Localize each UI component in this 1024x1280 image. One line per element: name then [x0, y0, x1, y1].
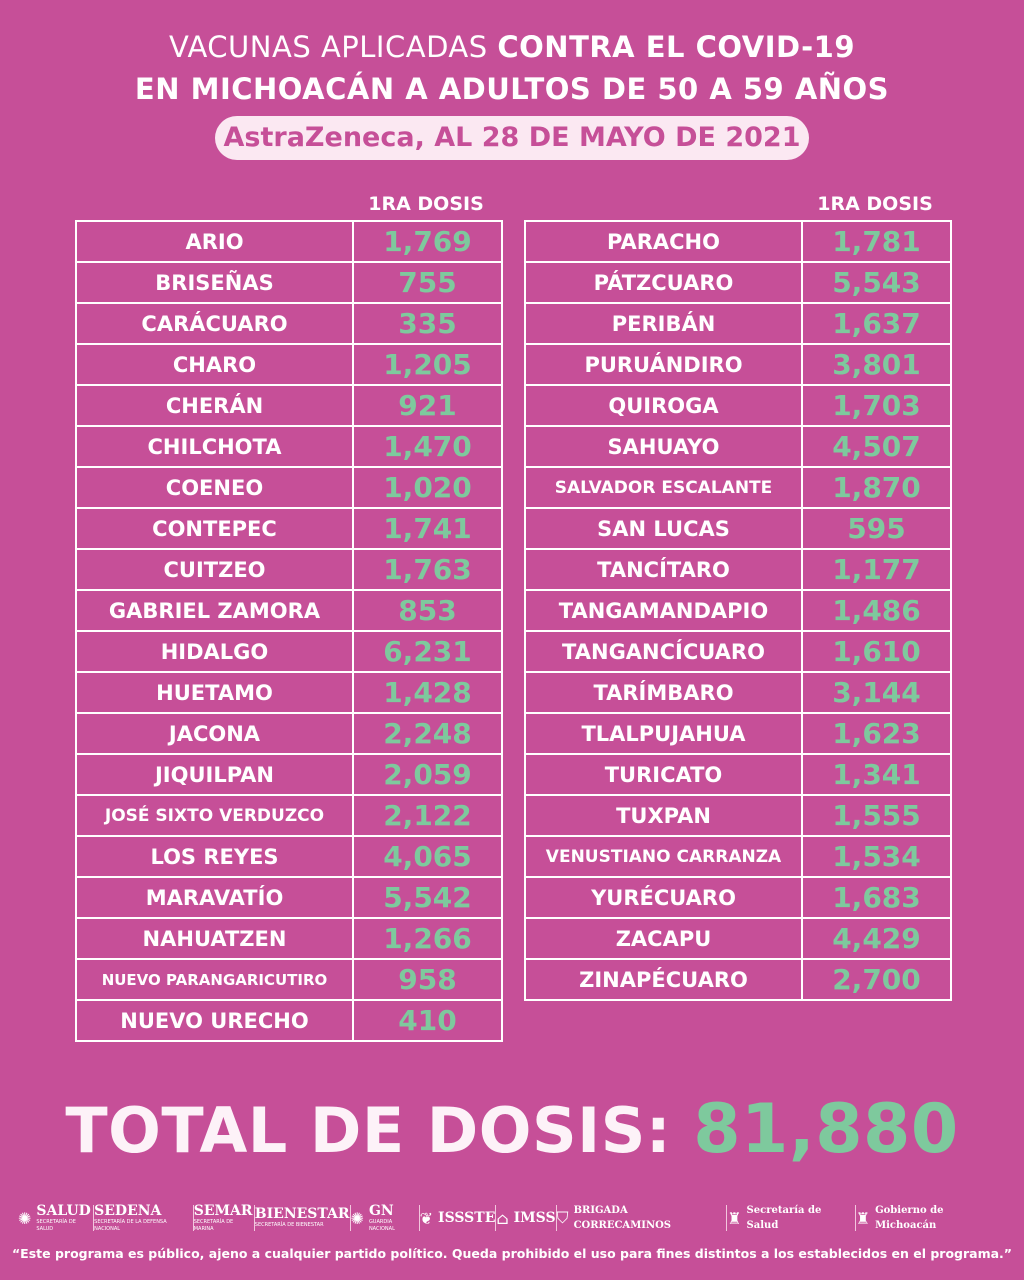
dose-count: 2,700 — [802, 959, 951, 1000]
title-line-1-bold: CONTRA EL COVID-19 — [497, 30, 855, 64]
dose-count: 5,542 — [353, 877, 502, 918]
municipality-name: CHILCHOTA — [76, 426, 353, 467]
logo-8 — [727, 1203, 855, 1233]
municipality-name: TURICATO — [525, 754, 802, 795]
dose-count: 3,144 — [802, 672, 951, 713]
dose-count: 1,177 — [802, 549, 951, 590]
table-row — [76, 385, 502, 426]
logo-text: BIENESTAR — [254, 1206, 350, 1222]
logo-1 — [94, 1204, 193, 1233]
table-row — [76, 467, 502, 508]
dose-count: 1,623 — [802, 713, 951, 754]
table-row — [76, 836, 502, 877]
municipality-name: ARIO — [76, 221, 353, 262]
municipality-name: HUETAMO — [76, 672, 353, 713]
logo-4 — [351, 1204, 419, 1233]
municipality-name: BRISEÑAS — [76, 262, 353, 303]
table-row — [525, 877, 951, 918]
municipality-name: HIDALGO — [76, 631, 353, 672]
disclaimer-text: “Este programa es público, ajeno a cualquier partido político. Queda prohibido el uso para fines distintos a los establecidos en el programa.” — [11, 1246, 1013, 1261]
left-column-header: 1RA DOSIS — [368, 193, 484, 215]
municipality-name: MARAVATÍO — [76, 877, 353, 918]
dose-count: 853 — [353, 590, 502, 631]
municipality-name: NUEVO PARANGARICUTIRO — [76, 959, 353, 1000]
table-row — [76, 262, 502, 303]
dose-count: 1,763 — [353, 549, 502, 590]
table-row — [525, 426, 951, 467]
municipality-name: TANGAMANDAPIO — [525, 590, 802, 631]
table-row — [76, 795, 502, 836]
table-row — [525, 795, 951, 836]
table-row — [76, 713, 502, 754]
table-row — [76, 508, 502, 549]
eagle-seal-icon: ✺ — [18, 1208, 32, 1228]
right-municipality-table — [524, 220, 952, 1001]
table-row — [76, 344, 502, 385]
municipality-name: SAN LUCAS — [525, 508, 802, 549]
dose-count: 1,486 — [802, 590, 951, 631]
municipality-name: JIQUILPAN — [76, 754, 353, 795]
municipality-name: VENUSTIANO CARRANZA — [525, 836, 802, 877]
table-row — [76, 303, 502, 344]
municipality-name: GABRIEL ZAMORA — [76, 590, 353, 631]
title-line-2: EN MICHOACÁN A ADULTOS DE 50 A 59 AÑOS — [134, 72, 890, 106]
table-row — [525, 303, 951, 344]
logo-text: SEMAR — [193, 1202, 253, 1219]
table-row — [76, 1000, 502, 1041]
dose-count: 2,059 — [353, 754, 502, 795]
table-row — [525, 631, 951, 672]
title-line-1-light: VACUNAS APLICADAS — [169, 30, 498, 64]
dose-count: 410 — [353, 1000, 502, 1041]
logo-subtext: SECRETARÍA DE SALUD — [36, 1218, 76, 1232]
table-row — [76, 426, 502, 467]
table-row — [76, 549, 502, 590]
dose-count: 1,703 — [802, 385, 951, 426]
dose-count: 1,020 — [353, 467, 502, 508]
municipality-name: TARÍMBARO — [525, 672, 802, 713]
municipality-name: TUXPAN — [525, 795, 802, 836]
subtitle-pill: AstraZeneca, AL 28 DE MAYO DE 2021 — [215, 116, 809, 160]
dose-count: 6,231 — [353, 631, 502, 672]
dose-count: 3,801 — [802, 344, 951, 385]
shield-icon: ⛉ — [556, 1208, 569, 1227]
dose-count: 1,266 — [353, 918, 502, 959]
dose-count: 958 — [353, 959, 502, 1000]
logo-text: BRIGADA CORRECAMINOS — [573, 1205, 672, 1231]
dose-count: 1,428 — [353, 672, 502, 713]
logo-0 — [18, 1204, 93, 1233]
logo-subtext: SECRETARÍA DE MARINA — [193, 1218, 234, 1232]
municipality-name: LOS REYES — [76, 836, 353, 877]
logo-2 — [194, 1204, 254, 1233]
logo-subtext: SECRETARÍA DE BIENESTAR — [254, 1222, 324, 1228]
table-row — [76, 877, 502, 918]
dose-count: 1,769 — [353, 221, 502, 262]
table-row — [525, 549, 951, 590]
dose-count: 1,683 — [802, 877, 951, 918]
table-row — [76, 590, 502, 631]
table-row — [525, 590, 951, 631]
municipality-name: CHARO — [76, 344, 353, 385]
logo-5 — [420, 1209, 496, 1228]
municipality-name: COENEO — [76, 467, 353, 508]
municipality-name: TLALPUJAHUA — [525, 713, 802, 754]
municipality-name: CHERÁN — [76, 385, 353, 426]
municipality-name: CARÁCUARO — [76, 303, 353, 344]
logo-text: GN — [368, 1202, 394, 1219]
table-row — [525, 262, 951, 303]
municipality-name: JOSÉ SIXTO VERDUZCO — [76, 795, 353, 836]
page-title — [0, 26, 1024, 110]
dose-count: 595 — [802, 508, 951, 549]
imss-icon: ⌂ — [496, 1208, 509, 1228]
table-row — [76, 631, 502, 672]
logo-text: Gobierno de Michoacán — [875, 1205, 944, 1231]
logo-text: SEDENA — [94, 1202, 162, 1219]
table-row — [525, 672, 951, 713]
dose-count: 2,122 — [353, 795, 502, 836]
municipality-name: NAHUATZEN — [76, 918, 353, 959]
dose-count: 4,065 — [353, 836, 502, 877]
municipality-name: PURUÁNDIRO — [525, 344, 802, 385]
municipality-name: TANCÍTARO — [525, 549, 802, 590]
total-doses — [0, 1088, 1024, 1173]
municipality-name: CUITZEO — [76, 549, 353, 590]
logo-7 — [557, 1203, 727, 1233]
left-municipality-table — [75, 220, 503, 1042]
logo-text: IMSS — [513, 1209, 556, 1226]
dose-count: 1,637 — [802, 303, 951, 344]
table-row — [525, 344, 951, 385]
municipality-name: CONTEPEC — [76, 508, 353, 549]
table-row — [76, 959, 502, 1000]
eagle-seal-icon: ✺ — [350, 1208, 364, 1228]
coat-of-arms-icon: ♜ — [727, 1208, 742, 1228]
table-row — [76, 754, 502, 795]
partner-logos-bar — [18, 1196, 1006, 1240]
municipality-name: PÁTZCUARO — [525, 262, 802, 303]
municipality-name: PARACHO — [525, 221, 802, 262]
table-row — [525, 836, 951, 877]
dose-count: 4,507 — [802, 426, 951, 467]
table-row — [525, 467, 951, 508]
dose-count: 2,248 — [353, 713, 502, 754]
dose-count: 755 — [353, 262, 502, 303]
dose-count: 1,781 — [802, 221, 951, 262]
logo-3 — [255, 1207, 350, 1229]
municipality-name: ZINAPÉCUARO — [525, 959, 802, 1000]
dose-count: 5,543 — [802, 262, 951, 303]
table-row — [525, 754, 951, 795]
municipality-name: NUEVO URECHO — [76, 1000, 353, 1041]
municipality-name: TANGANCÍCUARO — [525, 631, 802, 672]
municipality-name: JACONA — [76, 713, 353, 754]
table-row — [525, 508, 951, 549]
logo-9 — [856, 1203, 1006, 1233]
right-column-header: 1RA DOSIS — [817, 193, 933, 215]
logo-subtext: GUARDIA NACIONAL — [368, 1218, 395, 1232]
dose-count: 335 — [353, 303, 502, 344]
dose-count: 1,610 — [802, 631, 951, 672]
table-row — [76, 672, 502, 713]
dose-count: 1,341 — [802, 754, 951, 795]
table-row — [525, 959, 951, 1000]
municipality-name: SALVADOR ESCALANTE — [525, 467, 802, 508]
logo-text: Secretaría de Salud — [746, 1205, 822, 1231]
total-value: 81,880 — [693, 1090, 959, 1169]
logo-text: ISSSTE — [438, 1209, 496, 1226]
dose-count: 1,870 — [802, 467, 951, 508]
municipality-name: SAHUAYO — [525, 426, 802, 467]
issste-icon: ❦ — [419, 1208, 434, 1228]
municipality-name: QUIROGA — [525, 385, 802, 426]
table-row — [76, 918, 502, 959]
title-line-1 — [0, 26, 1024, 68]
logo-6 — [496, 1209, 555, 1228]
total-label: TOTAL DE DOSIS: — [65, 1094, 694, 1167]
municipality-name: YURÉCUARO — [525, 877, 802, 918]
coat-of-arms-icon: ♜ — [855, 1208, 871, 1228]
dose-count: 1,741 — [353, 508, 502, 549]
table-row — [525, 221, 951, 262]
dose-count: 1,555 — [802, 795, 951, 836]
logo-subtext: SECRETARÍA DE LA DEFENSA NACIONAL — [94, 1218, 167, 1232]
dose-count: 1,534 — [802, 836, 951, 877]
dose-count: 1,470 — [353, 426, 502, 467]
dose-count: 921 — [353, 385, 502, 426]
logo-text: SALUD — [36, 1202, 91, 1219]
table-row — [525, 385, 951, 426]
table-row — [525, 713, 951, 754]
table-row — [76, 221, 502, 262]
municipality-name: ZACAPU — [525, 918, 802, 959]
dose-count: 4,429 — [802, 918, 951, 959]
table-row — [525, 918, 951, 959]
dose-count: 1,205 — [353, 344, 502, 385]
municipality-name: PERIBÁN — [525, 303, 802, 344]
